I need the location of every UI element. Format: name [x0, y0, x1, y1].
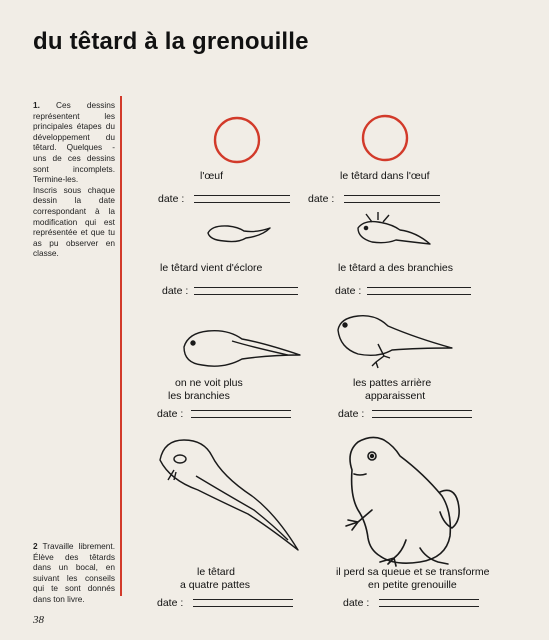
date-row-branchies [335, 285, 361, 297]
date-write-line[interactable] [379, 599, 479, 607]
egg-circle-2 [363, 116, 407, 160]
date-row-no-gills [157, 408, 183, 420]
date-write-line[interactable] [194, 287, 298, 295]
caption-egg: l'œuf [200, 170, 224, 182]
caption-four-legs-2: a quatre pattes [180, 579, 251, 591]
four-legs-tadpole-drawing [160, 440, 298, 550]
instruction2-text: Travaille librement. Élève des têtards dans un bocal, en suivant les conseils qui te sont donnés dans ton livre. [33, 541, 115, 604]
egg-circle-1 [215, 118, 259, 162]
date-write-line[interactable] [194, 195, 290, 203]
page-title: du têtard à la grenouille [33, 28, 309, 55]
gills-tadpole-drawing [358, 212, 430, 244]
date-label: date : [158, 193, 185, 205]
date-label: date : [157, 408, 184, 420]
hatched-tadpole-drawing [208, 226, 270, 242]
date-row-frog [343, 597, 369, 609]
date-write-line[interactable] [367, 287, 471, 295]
date-label: date : [335, 285, 362, 297]
instruction2-number: 2 [33, 541, 38, 551]
date-label: date : [343, 597, 370, 609]
caption-back-legs-2: apparaissent [365, 390, 426, 402]
caption-back-legs-1: les pattes arrière [353, 377, 432, 389]
caption-frog-2: en petite grenouille [368, 579, 457, 591]
caption-hatched: le têtard vient d'éclore [160, 262, 263, 274]
page-number: 38 [33, 614, 44, 626]
date-row-four-legs [157, 597, 183, 609]
date-label: date : [308, 193, 335, 205]
date-write-line[interactable] [372, 410, 472, 418]
date-row-egg [158, 193, 184, 205]
date-label: date : [162, 285, 189, 297]
date-label: date : [338, 408, 365, 420]
no-gills-tadpole-drawing [184, 331, 300, 366]
date-write-line[interactable] [344, 195, 440, 203]
instruction-paragraph-1: Ces dessins représentent les principales étapes du développement du têtard. Quelques - uns de ces dessins sont incomplets. Termine-les. [33, 100, 115, 185]
caption-no-gills-2: les branchies [168, 390, 230, 402]
date-label: date : [157, 597, 184, 609]
instruction-paragraph-2: Inscris sous chaque dessin la date correspondant à la modification qui est représentée et que tu as pu observer en classe. [33, 184, 115, 259]
caption-tadpole-in-egg: le têtard dans l'œuf [340, 170, 430, 182]
date-write-line[interactable] [193, 599, 293, 607]
caption-frog-1: il perd sa queue et se transforme [336, 566, 490, 578]
date-row-back-legs [338, 408, 364, 420]
caption-no-gills-1: on ne voit plus [175, 377, 243, 389]
date-row-hatched [162, 285, 188, 297]
back-legs-tadpole-drawing [338, 316, 452, 368]
caption-four-legs-1: le têtard [197, 566, 235, 578]
frog-drawing [346, 437, 459, 566]
date-write-line[interactable] [191, 410, 291, 418]
instruction-number: 1. [33, 100, 40, 110]
date-row-tadpole-in-egg [308, 193, 334, 205]
caption-branchies: le têtard a des branchies [338, 262, 453, 274]
